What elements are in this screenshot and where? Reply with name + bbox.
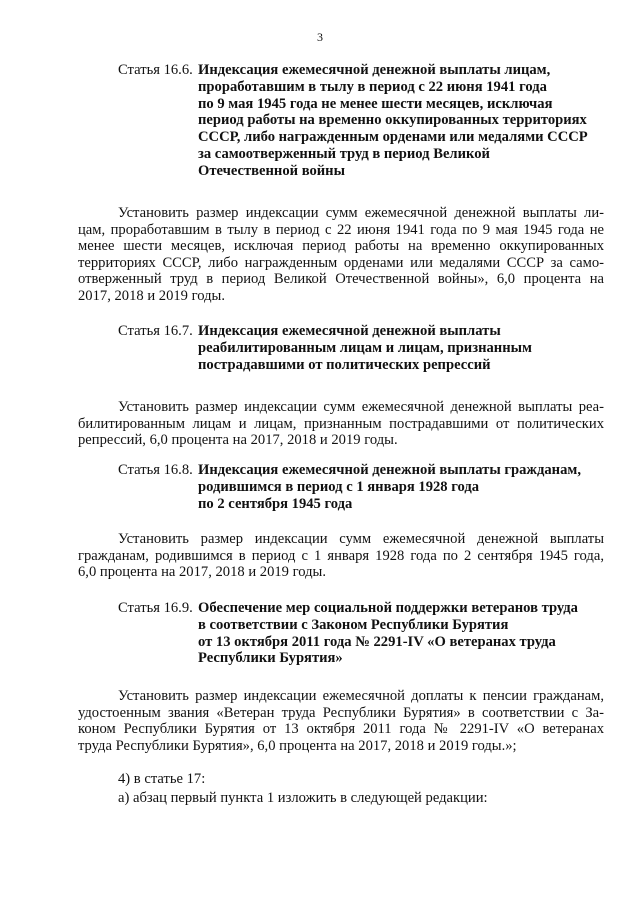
title-line: в соответствии с Законом Республики Бурятия	[198, 616, 509, 633]
article-title	[198, 323, 532, 373]
body-line: удостоенным звания «Ветеран труда Республики Бурятия» в соответствии с За-	[78, 704, 604, 721]
title-line: по 2 сентября 1945 года	[198, 495, 353, 512]
title-line: реабилитированным лицам и лицам, признанным	[198, 339, 532, 356]
body-line: труда Республики Бурятия», 6,0 процента на 2017, 2018 и 2019 годы.»;	[78, 737, 517, 754]
body-line: отверженный труд в период Великой Отечественной войны», 6,0 процента на	[78, 271, 604, 288]
amendment-subitem-a: а) абзац первый пункта 1 изложить в следующей редакции:	[118, 790, 488, 806]
title-line: Индексация ежемесячной денежной выплаты лицам,	[198, 62, 551, 78]
title-line: пострадавшими от политических репрессий	[198, 356, 491, 373]
title-line: по 9 мая 1945 года не менее шести месяцев, исключая	[198, 95, 553, 112]
title-line: период работы на временно оккупированных территориях	[198, 112, 587, 129]
title-line: проработавшим в тылу в период с 22 июня 1941 года	[198, 78, 547, 95]
body-line: коном Республики Бурятия от 13 октября 2011 года № 2291-IV «О ветеранах	[78, 721, 604, 738]
article-16-6-body	[78, 205, 604, 305]
title-line: от 13 октября 2011 года № 2291-IV «О ветеранах труда	[198, 633, 556, 650]
article-title	[198, 462, 581, 512]
article-label: Статья 16.8.	[118, 462, 193, 478]
body-line: 6,0 процента на 2017, 2018 и 2019 годы.	[78, 564, 327, 581]
body-line: Установить размер индексации сумм ежемесячной денежной выплаты	[118, 531, 604, 547]
body-line: Установить размер индексации сумм ежемесячной денежной выплаты ли-	[118, 205, 604, 221]
body-line: цам, проработавшим в тылу в период с 22 июня 1941 года по 9 мая 1945 года не	[78, 221, 604, 238]
title-line: за самоотверженный труд в период Великой	[198, 145, 490, 162]
article-label: Статья 16.7.	[118, 323, 193, 339]
article-label: Статья 16.9.	[118, 600, 193, 616]
body-line: билитированным лицам и лицам, признанным пострадавшими от политических	[78, 415, 604, 432]
body-line: менее шести месяцев, исключая период работы на временно оккупированных	[78, 238, 604, 255]
body-line: территориях СССР, либо награжденным орденами или медалями СССР за само-	[78, 254, 604, 271]
title-line: Обеспечение мер социальной поддержки ветеранов труда	[198, 600, 578, 616]
title-line: Отечественной войны	[198, 162, 345, 179]
title-line: родившимся в период с 1 января 1928 года	[198, 478, 480, 495]
amendment-item-4: 4) в статье 17:	[118, 771, 206, 787]
article-16-7-body	[78, 399, 604, 449]
title-line: Республики Бурятия»	[198, 650, 343, 667]
article-title	[198, 600, 578, 667]
body-line: репрессий, 6,0 процента на 2017, 2018 и 2019 годы.	[78, 432, 398, 449]
title-line: СССР, либо награжденным орденами или медалями СССР	[198, 129, 588, 146]
body-line: 2017, 2018 и 2019 годы.	[78, 287, 225, 304]
title-line: Индексация ежемесячной денежной выплаты	[198, 323, 501, 339]
article-label: Статья 16.6.	[118, 62, 193, 78]
body-line: гражданам, родившимся в период с 1 января 1928 года по 2 сентября 1945 года,	[78, 547, 604, 564]
article-16-8-body	[78, 531, 604, 581]
article-16-9-body	[78, 688, 604, 754]
body-line: Установить размер индексации сумм ежемесячной денежной выплаты реа-	[118, 399, 604, 415]
body-line: Установить размер индексации ежемесячной доплаты к пенсии гражданам,	[118, 688, 604, 704]
page-number: 3	[317, 30, 323, 44]
title-line: Индексация ежемесячной денежной выплаты гражданам,	[198, 462, 581, 478]
article-title	[198, 62, 588, 180]
